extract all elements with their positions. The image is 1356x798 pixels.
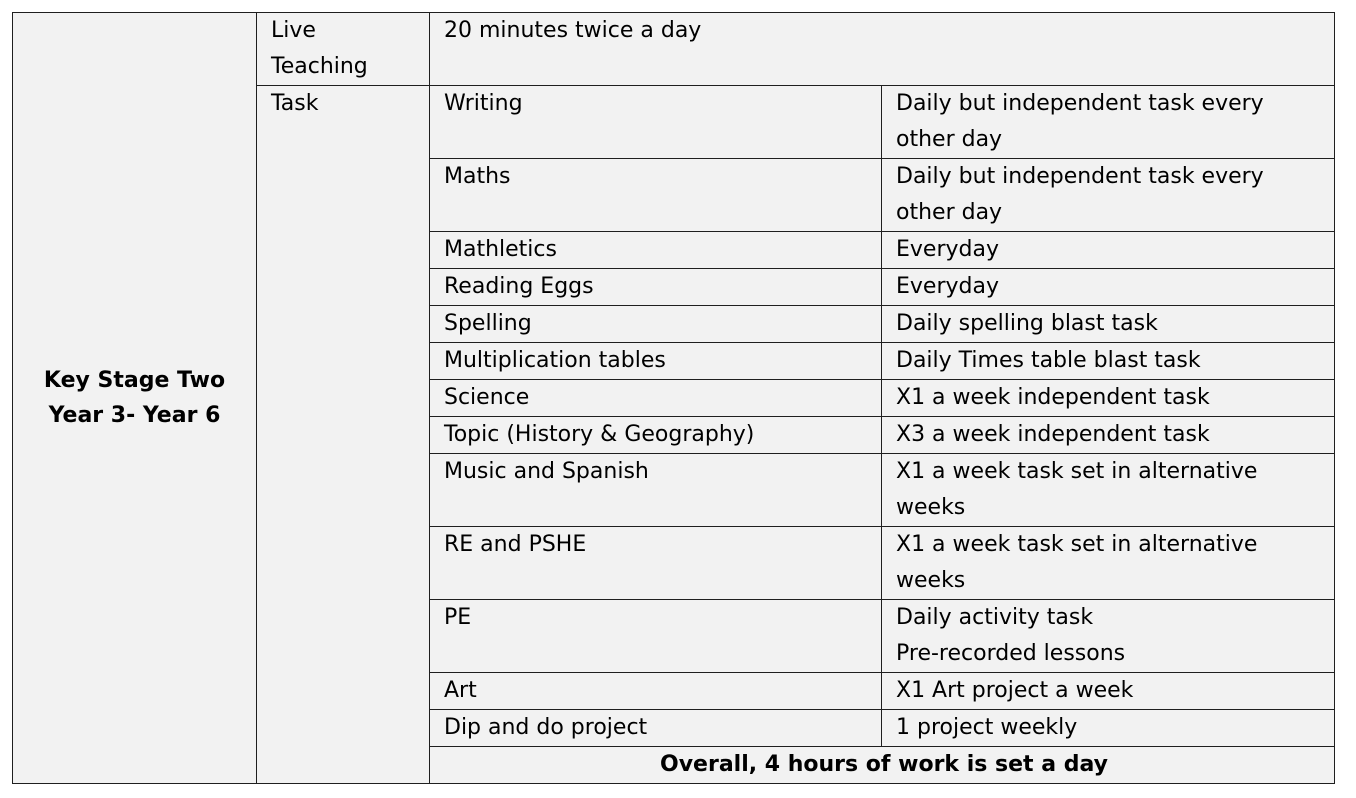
frequency-cell: X3 a week independent task: [882, 417, 1335, 454]
subject-cell: Topic (History & Geography): [430, 417, 882, 454]
overall-summary: Overall, 4 hours of work is set a day: [430, 747, 1335, 784]
frequency-cell: 1 project weekly: [882, 710, 1335, 747]
live-teaching-label: Live Teaching: [257, 13, 430, 86]
frequency-cell: X1 a week task set in alternative weeks: [882, 527, 1335, 600]
frequency-cell: [882, 600, 1335, 673]
frequency-line: Pre-recorded lessons: [896, 641, 1126, 666]
subject-cell: PE: [430, 600, 882, 673]
frequency-cell: Daily but independent task every other day: [882, 86, 1335, 159]
subject-cell: RE and PSHE: [430, 527, 882, 600]
key-stage-cell: [13, 13, 257, 784]
subject-cell: Mathletics: [430, 232, 882, 269]
frequency-cell: Everyday: [882, 269, 1335, 306]
frequency-line: Daily activity task: [896, 605, 1094, 630]
frequency-cell: Daily spelling blast task: [882, 306, 1335, 343]
frequency-cell: X1 Art project a week: [882, 673, 1335, 710]
key-stage-two-schedule-table: [12, 12, 1335, 784]
subject-cell: Maths: [430, 159, 882, 232]
subject-cell: Multiplication tables: [430, 343, 882, 380]
frequency-cell: Daily Times table blast task: [882, 343, 1335, 380]
frequency-cell: X1 a week task set in alternative weeks: [882, 454, 1335, 527]
live-teaching-value: 20 minutes twice a day: [430, 13, 1335, 86]
task-label: Task: [257, 86, 430, 784]
key-stage-title: Key Stage Two: [43, 368, 226, 393]
subject-cell: Art: [430, 673, 882, 710]
subject-cell: Reading Eggs: [430, 269, 882, 306]
subject-cell: Dip and do project: [430, 710, 882, 747]
subject-cell: Writing: [430, 86, 882, 159]
frequency-cell: Daily but independent task every other day: [882, 159, 1335, 232]
year-range: Year 3- Year 6: [48, 403, 221, 428]
subject-cell: Music and Spanish: [430, 454, 882, 527]
subject-cell: Science: [430, 380, 882, 417]
frequency-cell: Everyday: [882, 232, 1335, 269]
subject-cell: Spelling: [430, 306, 882, 343]
live-teaching-row: [13, 13, 1335, 86]
frequency-cell: X1 a week independent task: [882, 380, 1335, 417]
